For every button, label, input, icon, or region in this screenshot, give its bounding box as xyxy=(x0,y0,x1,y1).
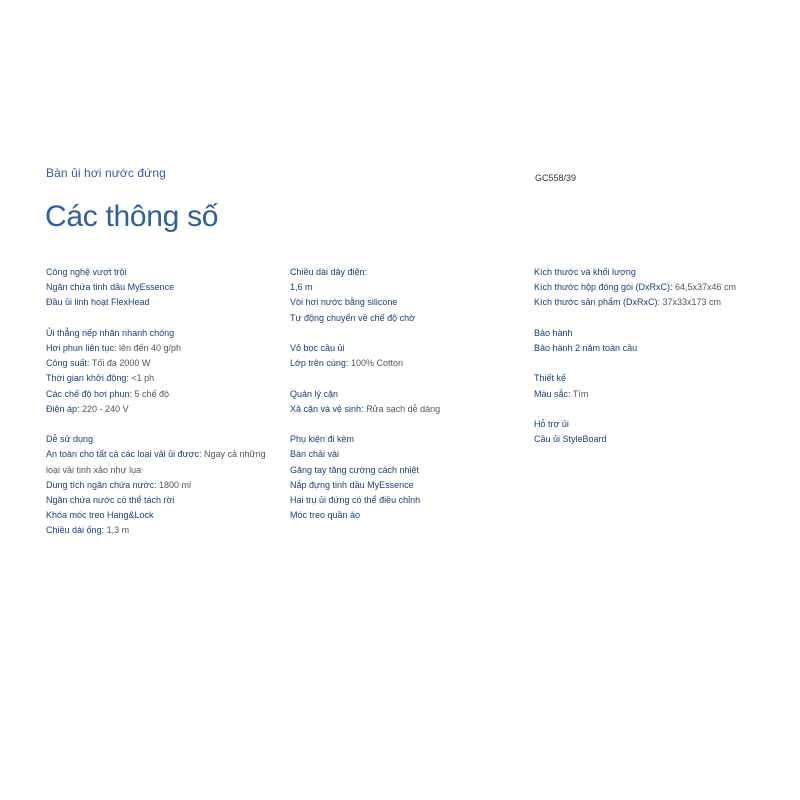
spec-label: Vòi hơi nước bằng silicone xyxy=(290,297,398,308)
spec-separator: : xyxy=(361,403,367,414)
spec-group-title: Công nghệ vượt trội xyxy=(46,267,127,277)
spec-label: Đầu ủi linh hoạt FlexHead xyxy=(46,297,150,308)
spec-group xyxy=(290,265,522,326)
spec-item xyxy=(290,478,522,493)
spec-label: Kích thước sản phẩm (DxRxC) xyxy=(534,297,658,308)
spec-value: lên đến 40 g/ph xyxy=(118,343,182,353)
spec-group xyxy=(534,371,794,401)
spec-label: Cầu ủi StyleBoard xyxy=(534,434,607,445)
spec-column-1 xyxy=(46,265,278,554)
spec-item xyxy=(290,295,522,310)
spec-label: Màu sắc xyxy=(534,388,569,399)
spec-label: Dung tích ngăn chứa nước xyxy=(46,479,155,490)
spec-value: 64,5x37x46 cm xyxy=(675,282,737,293)
spec-label: Hơi phun liên tục xyxy=(46,343,114,353)
spec-item xyxy=(46,447,278,477)
spec-group xyxy=(46,326,278,417)
spec-item xyxy=(46,341,278,356)
page-title: Các thông số xyxy=(45,200,219,233)
spec-value: Ngay cả những loại vải tinh xảo như lụa xyxy=(46,449,266,475)
spec-label: Móc treo quần áo xyxy=(290,510,361,521)
spec-label: Tự động chuyển về chế độ chờ xyxy=(290,312,416,323)
spec-label: Ngăn chứa nước có thể tách rời xyxy=(46,495,175,506)
spec-separator: : xyxy=(154,479,160,490)
spec-value: 1,3 m xyxy=(106,525,130,536)
spec-group-title: Bảo hành xyxy=(534,327,573,338)
spec-group-title: Ủi thẳng nếp nhăn nhanh chóng xyxy=(46,327,175,338)
spec-item xyxy=(290,356,522,371)
spec-item xyxy=(46,523,278,538)
model-number: GC558/39 xyxy=(535,173,577,183)
spec-item xyxy=(46,387,278,402)
spec-item xyxy=(290,463,522,478)
spec-item xyxy=(46,371,278,386)
spec-group-title: Phụ kiện đi kèm xyxy=(290,434,355,445)
spec-label: Công suất xyxy=(46,358,88,369)
spec-value: Tối đa 2000 W xyxy=(91,358,151,369)
spec-separator: : xyxy=(126,373,132,384)
spec-item xyxy=(290,493,522,508)
spec-column-2 xyxy=(290,265,522,539)
spec-label: Bàn chải vải xyxy=(290,449,340,460)
spec-item xyxy=(534,280,794,295)
spec-group-title: Quản lý cặn xyxy=(290,388,339,399)
spec-value: Tím xyxy=(572,388,589,399)
spec-group-title: Vỏ bọc cầu ủi xyxy=(290,343,345,353)
spec-group-title: Kích thước và khối lượng xyxy=(534,267,636,277)
spec-item xyxy=(534,387,794,402)
spec-separator: : xyxy=(657,297,663,308)
spec-value: <1 ph xyxy=(131,373,155,384)
spec-group-title: Hỗ trợ ủi xyxy=(534,418,569,429)
spec-label: Kích thước hộp đóng gói (DxRxC) xyxy=(534,282,670,293)
spec-item xyxy=(534,341,794,356)
spec-group xyxy=(290,341,522,371)
spec-group xyxy=(534,265,794,311)
spec-separator: : xyxy=(113,343,119,353)
spec-value: 37x33x173 cm xyxy=(662,297,722,308)
spec-item xyxy=(290,447,522,462)
spec-group-title: Thiết kế xyxy=(534,373,567,384)
spec-group xyxy=(290,387,522,417)
spec-value: 1800 ml xyxy=(159,479,192,490)
spec-label: Găng tay tăng cường cách nhiệt xyxy=(290,464,420,475)
spec-label: Xả cặn và vệ sinh xyxy=(290,403,362,414)
spec-label: Ngăn chứa tinh dầu MyEssence xyxy=(46,282,175,293)
spec-item xyxy=(290,311,522,326)
spec-item xyxy=(46,280,278,295)
spec-label: Các chế độ hơi phun xyxy=(46,388,130,399)
spec-item xyxy=(46,508,278,523)
spec-group xyxy=(534,326,794,356)
spec-label: 1,6 m xyxy=(290,282,313,293)
spec-group xyxy=(46,432,278,538)
spec-separator: : xyxy=(199,449,205,460)
spec-value: Rửa sạch dễ dàng xyxy=(366,403,441,414)
spec-item xyxy=(46,356,278,371)
spec-item xyxy=(46,478,278,493)
spec-label: Lớp trên cùng xyxy=(290,358,346,369)
spec-separator: : xyxy=(669,282,675,293)
spec-value: 220 - 240 V xyxy=(82,403,129,414)
spec-value: 100% Cotton xyxy=(350,358,404,369)
spec-separator: : xyxy=(101,525,107,536)
spec-group-title: Chiều dài dây điện: xyxy=(290,267,368,277)
spec-label: Nắp đựng tinh dầu MyEssence xyxy=(290,479,414,490)
spec-separator: : xyxy=(568,388,573,399)
spec-item xyxy=(46,402,278,417)
spec-item xyxy=(290,402,522,417)
spec-item xyxy=(534,432,794,447)
spec-group xyxy=(534,417,794,447)
spec-separator: : xyxy=(77,403,83,414)
spec-label: Điện áp xyxy=(46,403,78,414)
spec-item xyxy=(290,280,522,295)
spec-separator: : xyxy=(129,388,135,399)
spec-label: An toàn cho tất cả các loại vải ủi được xyxy=(46,449,200,460)
spec-label: Hai trụ ủi đứng có thể điều chỉnh xyxy=(290,495,421,505)
spec-item xyxy=(290,508,522,523)
spec-group xyxy=(46,265,278,311)
spec-item xyxy=(534,295,794,310)
spec-label: Thời gian khởi động xyxy=(46,373,127,384)
spec-group xyxy=(290,432,522,523)
spec-group-title: Dễ sử dụng xyxy=(46,434,94,445)
spec-label: Bảo hành 2 năm toàn cầu xyxy=(534,343,638,353)
spec-column-3 xyxy=(534,265,794,463)
spec-item xyxy=(46,493,278,508)
spec-separator: : xyxy=(87,358,92,369)
product-subtitle: Bàn ủi hơi nước đứng xyxy=(46,166,166,180)
spec-separator: : xyxy=(345,358,351,369)
spec-label: Khóa móc treo Hang&Lock xyxy=(46,510,154,521)
spec-label: Chiều dài ống xyxy=(46,525,102,536)
spec-value: 5 chế độ xyxy=(134,388,170,399)
spec-item xyxy=(46,295,278,310)
